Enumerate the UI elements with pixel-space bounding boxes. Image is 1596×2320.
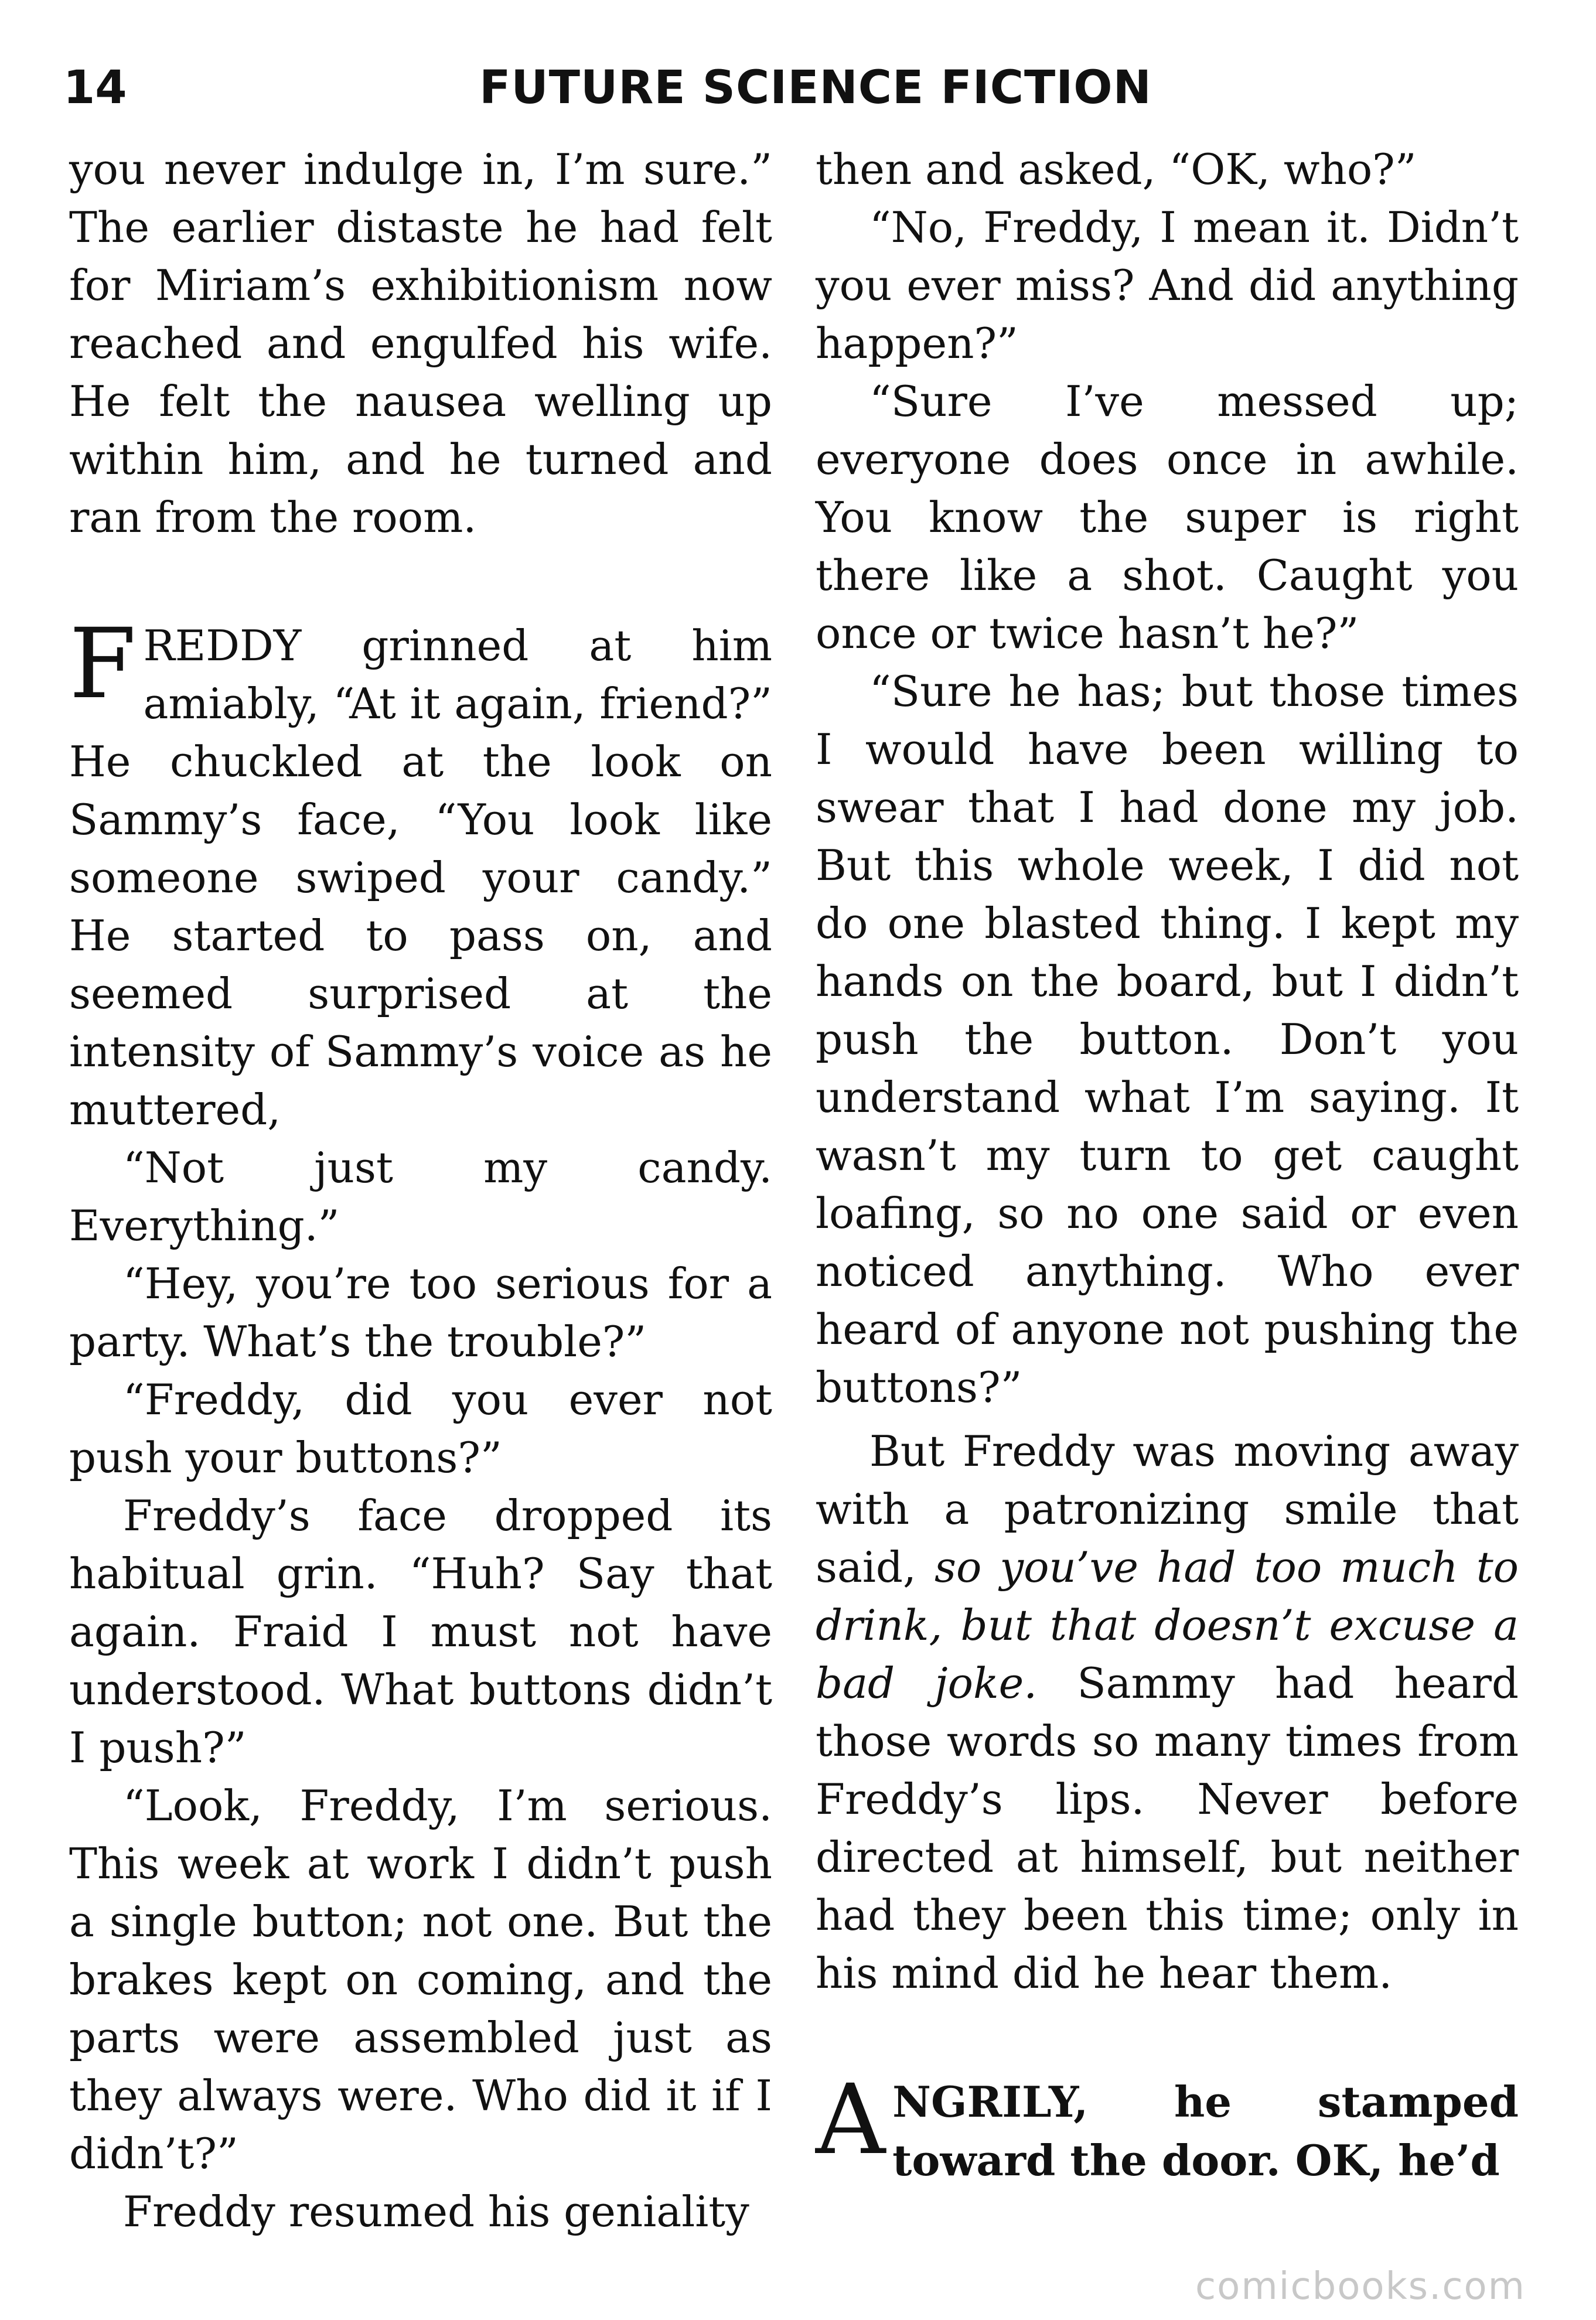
spacer xyxy=(816,1417,1519,1422)
paragraph xyxy=(816,1422,1519,2002)
paragraph-text: But Freddy was moving away with a patronizing smile that said, xyxy=(816,1427,1519,1592)
paragraph: “Hey, you’re too serious for a party. What’s the trouble?” xyxy=(69,1259,772,1366)
right-column xyxy=(816,141,1519,2190)
paragraph: then and asked, “OK, who?” xyxy=(816,145,1417,194)
paragraph-text: Sammy had heard those words so many times from Freddy’s lips. Never before directed at himself, but neither had they been this time; only in his mind did he hear them. xyxy=(816,1659,1519,1998)
page-number: 14 xyxy=(63,62,127,114)
running-title: FUTURE SCIENCE FICTION xyxy=(479,62,1152,114)
paragraph: Freddy’s face dropped its habitual grin. “Huh? Say that again. Fraid I must not have understood. What buttons didn’t I push?” xyxy=(69,1491,772,1772)
paragraph: you never indulge in, I’m sure.” The earlier distaste he had felt for Miriam’s exhibitionism now reached and engulfed his wife. He felt the nausea welling up within him, and he turned and ran from the room. xyxy=(69,145,772,542)
paragraph: “Sure he has; but those times I would have been willing to swear that I had done my job. But this whole week, I did not do one blasted thing. I kept my hands on the board, but I didn’t push the button. Don’t you understand what I’m saying. It wasn’t my turn to get caught loafing, so no one said or even noticed anything. Who ever heard of anyone not pushing the buttons?” xyxy=(816,667,1519,1412)
left-column xyxy=(69,141,772,2241)
paragraph-text: NGRILY, he stamped toward the door. OK, he’d xyxy=(892,2077,1519,2185)
paragraph: “Sure I’ve messed up; everyone does once in awhile. You know the super is right there like a shot. Caught you once or twice hasn’t he?” xyxy=(816,377,1519,658)
paragraph: “Freddy, did you ever not push your buttons?” xyxy=(69,1375,772,1482)
paragraph: “No, Freddy, I mean it. Didn’t you ever miss? And did anything happen?” xyxy=(816,203,1519,368)
paragraph-text: REDDY grinned at him amiably, “At it again, friend?” He chuckled at the look on Sammy’s face, “You look like someone swiped your candy.” He started to pass on, and seemed surprised at the intensity of Sammy’s voice as he muttered, xyxy=(69,621,772,1134)
paragraph: “Not just my candy. Everything.” xyxy=(69,1143,772,1250)
watermark: comicbooks.com xyxy=(1195,2265,1526,2308)
paragraph-drop-cap xyxy=(816,2063,1519,2190)
drop-cap: A xyxy=(816,2063,886,2176)
section-break xyxy=(816,2002,1519,2073)
running-header xyxy=(0,56,1596,126)
paragraph-drop-cap xyxy=(69,608,772,1139)
paragraph: “Look, Freddy, I’m serious. This week at work I didn’t push a single button; not one. But the brakes kept on coming, and the parts were assembled just as they always were. Who did it if I didn’t?” xyxy=(69,1781,772,2178)
drop-cap: F xyxy=(69,608,137,720)
section-break xyxy=(69,547,772,617)
italic-thought: so you’ve had too much to drink, but that doesn’t excuse a bad joke. xyxy=(816,1543,1519,1708)
paragraph: Freddy resumed his geniality xyxy=(123,2187,749,2236)
